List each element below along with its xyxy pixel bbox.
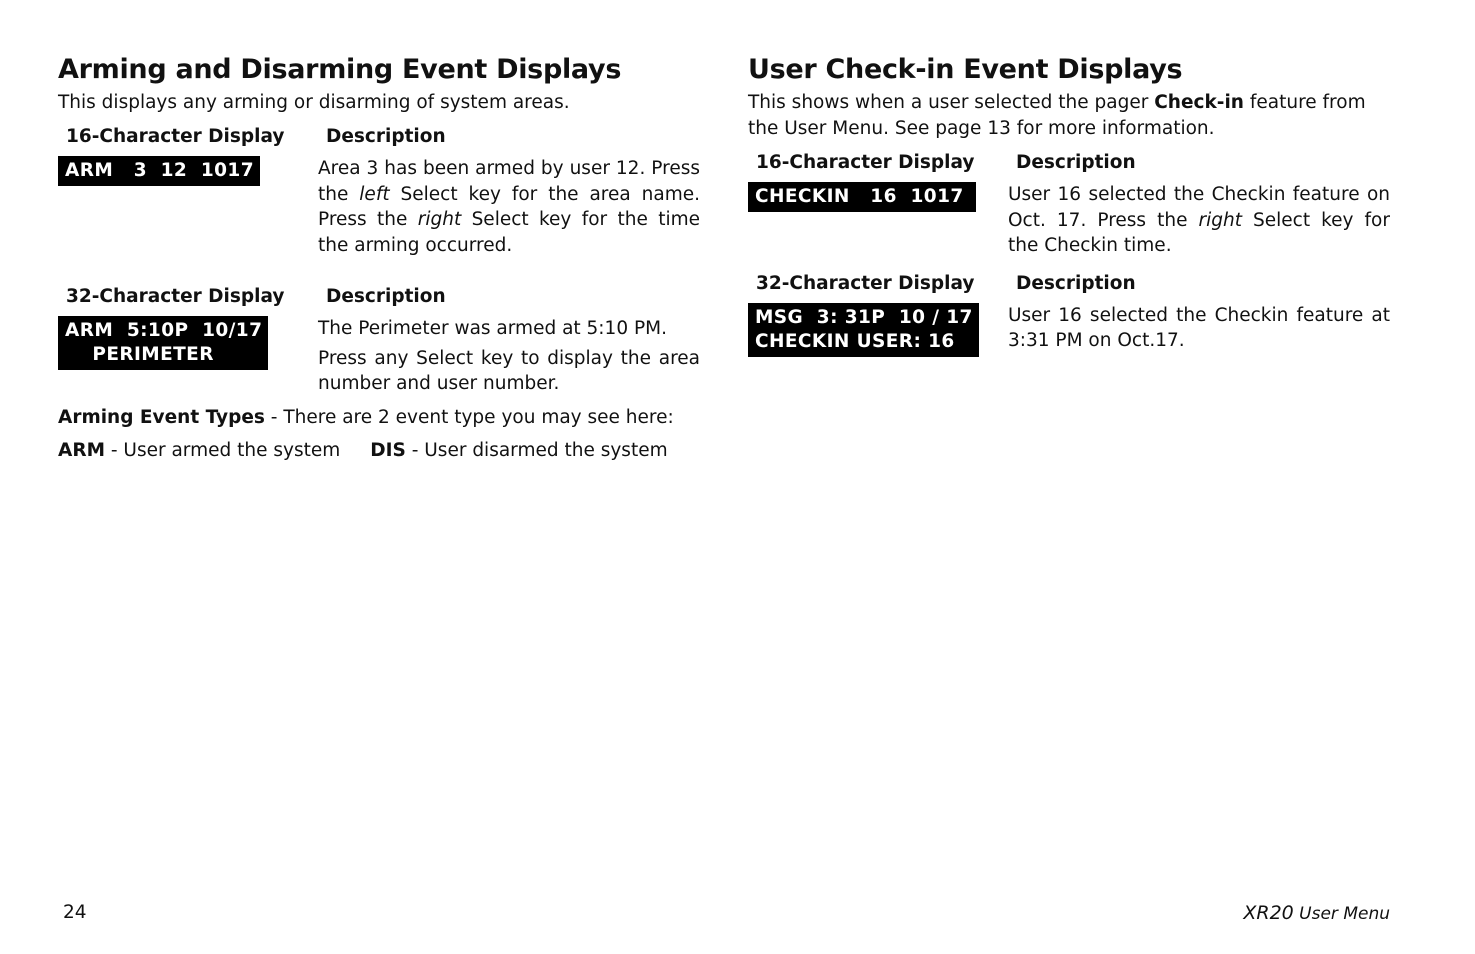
description-text: User 16 selected the Checkin feature on Oct. 17. Press the right Select key for the Checkin time. (1008, 184, 1390, 256)
arming-16-char-table (58, 124, 700, 258)
table-row (748, 303, 1390, 357)
lcd-display-32: MSG 3: 31P 10 / 17 CHECKIN USER: 16 (748, 303, 979, 357)
event-code-dis: DIS (370, 439, 406, 461)
description-text: The Perimeter was armed at 5:10 PM. Press any Select key to display the area number and user number. (318, 318, 700, 394)
checkin-32-char-table (748, 271, 1390, 357)
table-header-row (748, 150, 1390, 176)
table-header-row (58, 124, 700, 150)
column-header-display: 32-Character Display (66, 286, 285, 307)
table-row (58, 156, 700, 258)
column-header-description: Description (326, 126, 446, 147)
column-header-display: 32-Character Display (756, 272, 975, 294)
column-header-description: Description (1016, 152, 1136, 173)
table-row (748, 182, 1390, 259)
table-row (58, 316, 700, 397)
page-number: 24 (63, 902, 87, 923)
column-header-description: Description (1016, 272, 1136, 294)
column-header-display: 16-Character Display (66, 126, 285, 147)
event-code-arm: ARM (58, 439, 105, 461)
arming-intro: This displays any arming or disarming of system areas. (58, 92, 570, 113)
table-header-row (748, 271, 1390, 297)
checkin-section-title: User Check-in Event Displays (748, 54, 1183, 85)
arming-32-char-table (58, 284, 700, 397)
checkin-16-char-table (748, 150, 1390, 259)
manual-title: XR20 User Menu (1243, 902, 1390, 924)
lcd-display-16: ARM 3 12 1017 (58, 156, 260, 186)
lcd-display-16: CHECKIN 16 1017 (748, 182, 976, 212)
table-header-row (58, 284, 700, 310)
left-column (58, 52, 700, 464)
description-text: Area 3 has been armed by user 12. Press the left Select key for the area name. Press the right Select key for the time the arming occurred. (318, 158, 700, 256)
checkin-intro: This shows when a user selected the pager Check-in feature from the User Menu. See page 13 for more information. (748, 92, 1366, 139)
column-header-description: Description (326, 286, 446, 307)
column-header-display: 16-Character Display (756, 152, 975, 173)
description-text: User 16 selected the Checkin feature at 3:31 PM on Oct.17. (1008, 304, 1390, 351)
right-column (748, 52, 1390, 357)
arming-section-title: Arming and Disarming Event Displays (58, 54, 622, 85)
lcd-display-32: ARM 5:10P 10/17 PERIMETER (58, 316, 268, 370)
arming-event-types: Arming Event Types - There are 2 event type you may see here: ARM - User armed the system DIS - User disarmed the system (58, 406, 674, 461)
